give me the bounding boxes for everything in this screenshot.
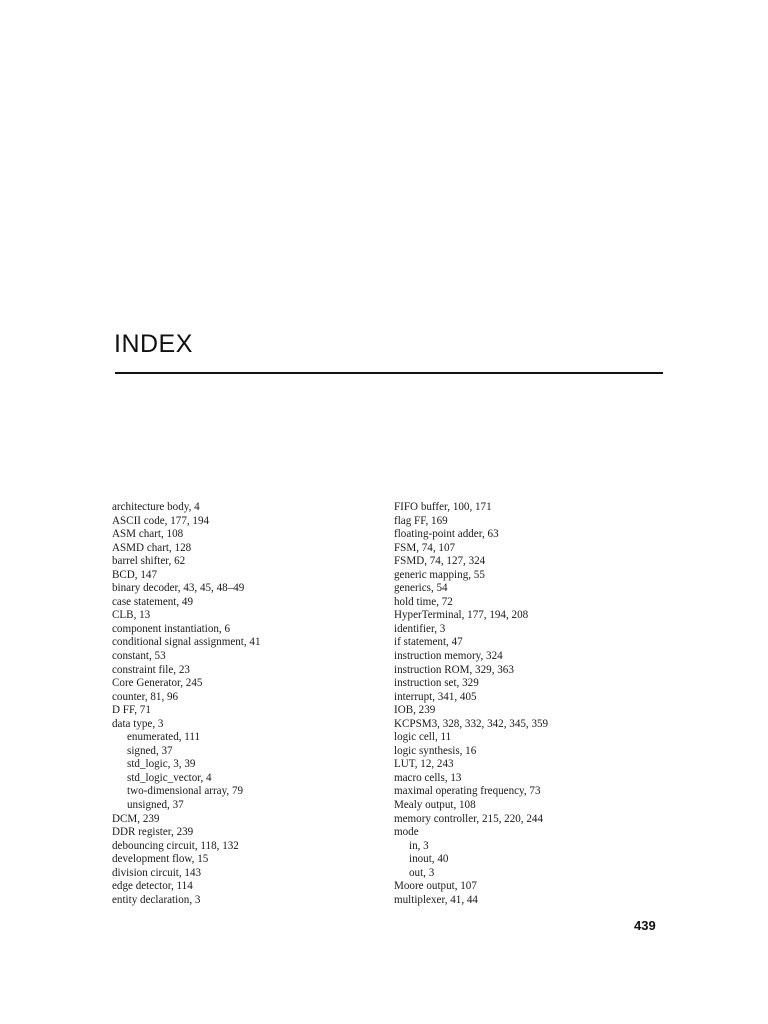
index-entry: binary decoder, 43, 45, 48–49 <box>112 582 245 595</box>
index-entry: counter, 81, 96 <box>112 690 179 703</box>
index-entry: if statement, 47 <box>394 636 463 649</box>
index-entry: identifier, 3 <box>394 622 446 635</box>
index-entry: multiplexer, 41, 44 <box>394 893 478 906</box>
index-entry: DDR register, 239 <box>112 826 194 839</box>
index-subentry: unsigned, 37 <box>127 799 184 812</box>
index-entry: ASMD chart, 128 <box>112 541 192 554</box>
index-entry: constraint file, 23 <box>112 663 190 676</box>
index-entry: generics, 54 <box>394 582 448 595</box>
index-entry: flag FF, 169 <box>394 514 448 527</box>
index-entry: edge detector, 114 <box>112 880 193 893</box>
index-entry: CLB, 13 <box>112 609 151 622</box>
index-subentry: in, 3 <box>409 839 429 852</box>
index-entry: hold time, 72 <box>394 595 453 608</box>
index-entry: DCM, 239 <box>112 812 160 825</box>
index-entry: floating-point adder, 63 <box>394 528 499 541</box>
index-entry: ASM chart, 108 <box>112 528 184 541</box>
index-entry: case statement, 49 <box>112 595 194 608</box>
index-entry: Mealy output, 108 <box>394 799 476 812</box>
index-entry: memory controller, 215, 220, 244 <box>394 812 543 825</box>
index-entry: barrel shifter, 62 <box>112 555 186 568</box>
index-entry: data type, 3 <box>112 717 164 730</box>
index-entry: FIFO buffer, 100, 171 <box>394 501 492 513</box>
index-entry: D FF, 71 <box>112 704 151 717</box>
index-entry: FSM, 74, 107 <box>394 541 456 554</box>
index-entry: constant, 53 <box>112 650 166 663</box>
index-subentry: enumerated, 111 <box>127 731 201 744</box>
index-entry: ASCII code, 177, 194 <box>112 514 210 527</box>
page-number: 439 <box>634 918 656 933</box>
index-subentry: std_logic_vector, 4 <box>127 771 212 784</box>
heading-rule <box>115 372 663 374</box>
index-entry: component instantiation, 6 <box>112 622 231 635</box>
index-entry: BCD, 147 <box>112 568 157 581</box>
index-entry: FSMD, 74, 127, 324 <box>394 555 486 568</box>
index-entry: entity declaration, 3 <box>112 893 201 906</box>
index-entry: Core Generator, 245 <box>112 677 203 690</box>
index-entry: interrupt, 341, 405 <box>394 690 477 703</box>
index-entry: mode <box>394 826 419 839</box>
index-entry: LUT, 12, 243 <box>394 758 454 771</box>
index-entry: Moore output, 107 <box>394 880 477 893</box>
index-entry: IOB, 239 <box>394 704 436 717</box>
index-entry: instruction ROM, 329, 363 <box>394 663 514 676</box>
index-column-left <box>112 501 261 907</box>
index-entry: KCPSM3, 328, 332, 342, 345, 359 <box>394 717 549 730</box>
index-entry: division circuit, 143 <box>112 866 202 879</box>
page-heading: INDEX <box>114 330 193 358</box>
index-entry: instruction memory, 324 <box>394 650 503 663</box>
index-entry: macro cells, 13 <box>394 771 462 784</box>
index-entry: HyperTerminal, 177, 194, 208 <box>394 609 529 622</box>
index-subentry: out, 3 <box>409 866 435 879</box>
index-entry: architecture body, 4 <box>112 501 200 513</box>
index-entry: instruction set, 329 <box>394 677 479 690</box>
index-subentry: inout, 40 <box>409 853 449 866</box>
index-entry: debouncing circuit, 118, 132 <box>112 839 239 852</box>
index-subentry: signed, 37 <box>127 744 173 757</box>
index-entry: conditional signal assignment, 41 <box>112 636 261 649</box>
index-entry: logic cell, 11 <box>394 731 452 744</box>
index-subentry: two-dimensional array, 79 <box>127 785 244 798</box>
index-entry: logic synthesis, 16 <box>394 744 477 757</box>
index-entry: generic mapping, 55 <box>394 568 485 581</box>
index-entry: development flow, 15 <box>112 853 209 866</box>
index-column-right <box>394 501 548 907</box>
index-entry: maximal operating frequency, 73 <box>394 785 541 798</box>
index-subentry: std_logic, 3, 39 <box>127 758 196 771</box>
